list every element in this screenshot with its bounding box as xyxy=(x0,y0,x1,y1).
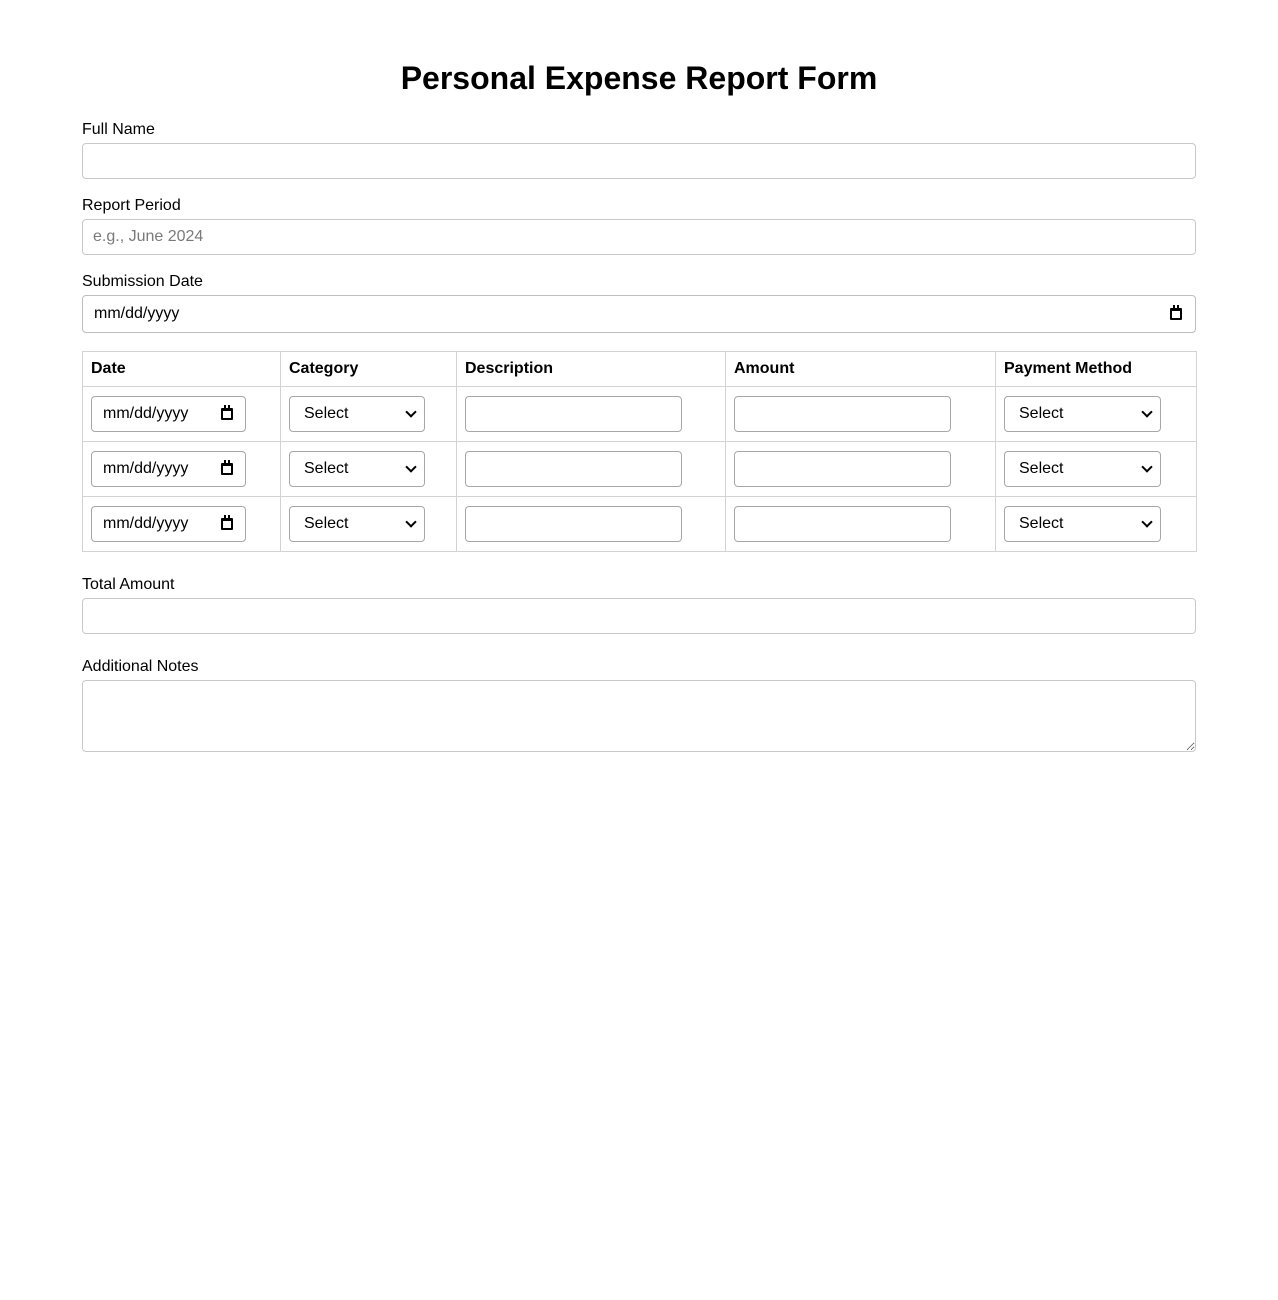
description-cell xyxy=(457,497,726,552)
category-cell xyxy=(281,387,457,442)
page-title: Personal Expense Report Form xyxy=(400,60,878,96)
row-date-input[interactable] xyxy=(91,396,246,432)
row-date-placeholder: mm/dd/yyyy xyxy=(103,405,189,422)
description-input[interactable] xyxy=(465,451,682,487)
submission-date-placeholder: mm/dd/yyyy xyxy=(94,305,180,322)
chevron-down-icon xyxy=(405,406,416,417)
column-header-category: Category xyxy=(281,352,457,387)
category-select-value: Select xyxy=(304,515,349,532)
row-date-input[interactable] xyxy=(91,451,246,487)
category-select-value: Select xyxy=(304,405,349,422)
table-row xyxy=(83,442,1197,497)
chevron-down-icon xyxy=(405,461,416,472)
submission-date-input[interactable] xyxy=(82,295,1196,333)
category-select[interactable] xyxy=(289,396,425,432)
payment-method-select-value: Select xyxy=(1019,405,1064,422)
date-cell xyxy=(83,387,281,442)
amount-cell xyxy=(726,497,996,552)
submission-date-label: Submission Date xyxy=(82,273,203,290)
category-cell xyxy=(281,442,457,497)
description-cell xyxy=(457,442,726,497)
description-cell xyxy=(457,387,726,442)
row-date-placeholder: mm/dd/yyyy xyxy=(103,460,189,477)
payment-method-select[interactable] xyxy=(1004,506,1161,542)
description-input[interactable] xyxy=(465,506,682,542)
amount-cell xyxy=(726,442,996,497)
calendar-icon[interactable] xyxy=(221,518,233,530)
total-amount-input[interactable] xyxy=(82,598,1196,634)
amount-cell xyxy=(726,387,996,442)
payment-method-select[interactable] xyxy=(1004,451,1161,487)
category-select[interactable] xyxy=(289,451,425,487)
calendar-icon[interactable] xyxy=(221,408,233,420)
chevron-down-icon xyxy=(1141,461,1152,472)
report-period-placeholder: e.g., June 2024 xyxy=(93,228,204,245)
expense-table xyxy=(82,351,1197,552)
row-date-placeholder: mm/dd/yyyy xyxy=(103,515,189,532)
payment-method-select-value: Select xyxy=(1019,460,1064,477)
additional-notes-label: Additional Notes xyxy=(82,658,199,675)
chevron-down-icon xyxy=(1141,406,1152,417)
category-select-value: Select xyxy=(304,460,349,477)
column-header-description: Description xyxy=(457,352,726,387)
chevron-down-icon xyxy=(1141,516,1152,527)
table-row xyxy=(83,497,1197,552)
amount-input[interactable] xyxy=(734,451,951,487)
payment-method-select[interactable] xyxy=(1004,396,1161,432)
description-input[interactable] xyxy=(465,396,682,432)
calendar-icon[interactable] xyxy=(1170,308,1182,320)
column-header-payment-method: Payment Method xyxy=(996,352,1197,387)
total-amount-label: Total Amount xyxy=(82,576,175,593)
full-name-label: Full Name xyxy=(82,121,155,138)
payment-method-select-value: Select xyxy=(1019,515,1064,532)
date-cell xyxy=(83,442,281,497)
report-period-input[interactable] xyxy=(82,219,1196,255)
payment-method-cell xyxy=(996,387,1197,442)
date-cell xyxy=(83,497,281,552)
column-header-date: Date xyxy=(83,352,281,387)
row-date-input[interactable] xyxy=(91,506,246,542)
payment-method-cell xyxy=(996,497,1197,552)
additional-notes-textarea[interactable] xyxy=(82,680,1196,752)
calendar-icon[interactable] xyxy=(221,463,233,475)
table-header-row xyxy=(83,352,1197,387)
amount-input[interactable] xyxy=(734,396,951,432)
category-select[interactable] xyxy=(289,506,425,542)
column-header-amount: Amount xyxy=(726,352,996,387)
table-row xyxy=(83,387,1197,442)
amount-input[interactable] xyxy=(734,506,951,542)
category-cell xyxy=(281,497,457,552)
payment-method-cell xyxy=(996,442,1197,497)
full-name-input[interactable] xyxy=(82,143,1196,179)
report-period-label: Report Period xyxy=(82,197,181,214)
chevron-down-icon xyxy=(405,516,416,527)
